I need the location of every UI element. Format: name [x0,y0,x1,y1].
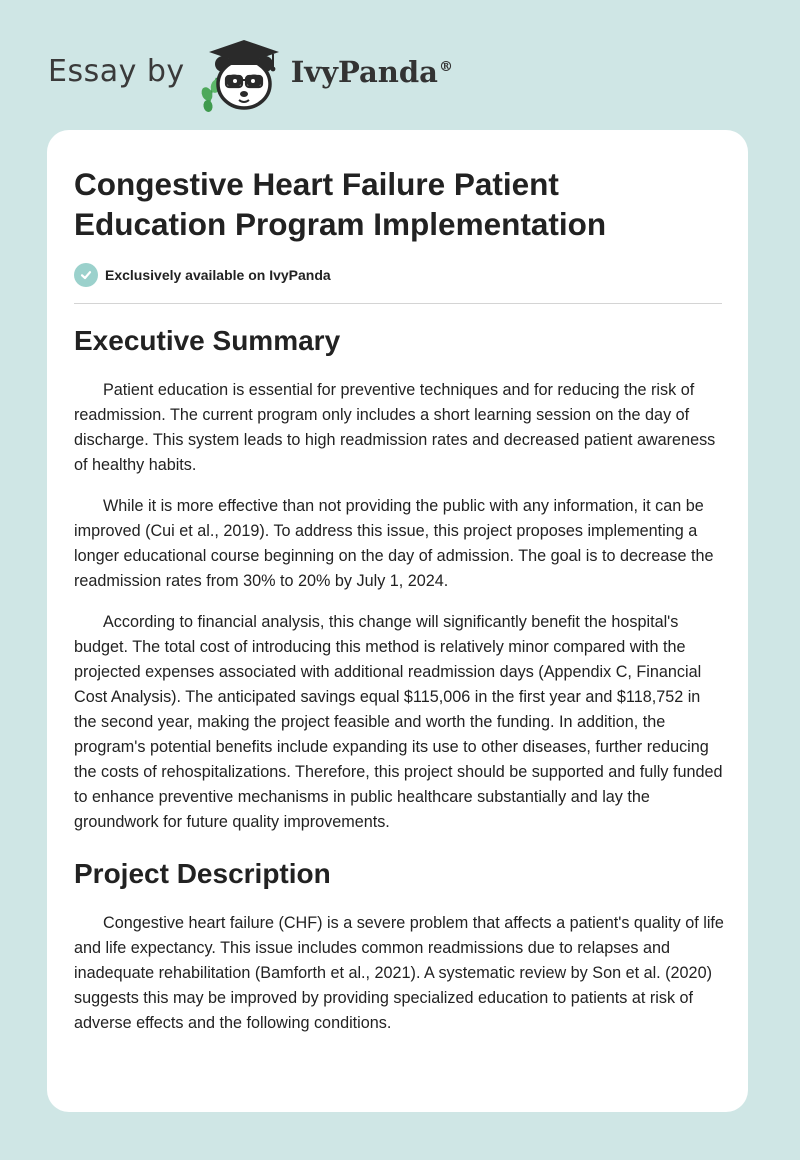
article-title: Congestive Heart Failure Patient Education Program Implementation [74,166,607,242]
section-executive-summary [74,324,724,835]
paragraph: Patient education is essential for preventive techniques and for reducing the risk of readmission. The current program only includes a short learning session on the day of discharge. This system leads to high readmission rates and decreased patient awareness of healthy habits. [74,381,716,474]
paragraph: According to financial analysis, this change will significantly benefit the hospital's budget. The total cost of introducing this method is relatively minor compared with the projected expenses associated with additional readmission days (Appendix C, Financial Cost Analysis). The anticipated savings equal $115,006 in the first year and $118,752 in the second year, making the project feasible and worth the funding. In addition, the program's potential benefits include expanding its use to other diseases, further reducing the costs of rehospitalizations. Therefore, this project should be supported and fully funded to enhance preventive mechanisms in public healthcare substantially and lay the groundwork for future quality improvements. [74,613,723,831]
article-body [74,324,724,1052]
panda-logo-icon[interactable] [199,34,287,114]
site-header [48,34,453,114]
section-heading: Project Description [74,858,331,889]
brand-name[interactable]: IvyPanda® [290,55,453,89]
paragraph: While it is more effective than not providing the public with any information, it can be improved (Cui et al., 2019). To address this issue, this project proposes implementing a longer educational course beginning on the day of admission. The goal is to decrease the readmission rates from 30% to 20% by July 1, 2024. [74,497,714,590]
essay-by-label: Essay by [48,53,185,89]
exclusive-badge [74,263,331,287]
divider [74,303,722,304]
registered-mark: ® [438,59,453,76]
paragraph: Congestive heart failure (CHF) is a severe problem that affects a patient's quality of life and life expectancy. This issue includes common readmissions due to relapses and inadequate rehabilitation (Bamforth et al., 2021). A systematic review by Son et al. (2020) suggests this may be improved by providing specialized education to patients at risk of adverse effects and the following conditions. [74,914,724,1032]
article-card [47,130,748,1112]
section-project-description [74,857,724,1036]
exclusive-label: Exclusively available on IvyPanda [105,267,331,283]
section-heading: Executive Summary [74,325,341,356]
check-icon [74,263,98,287]
